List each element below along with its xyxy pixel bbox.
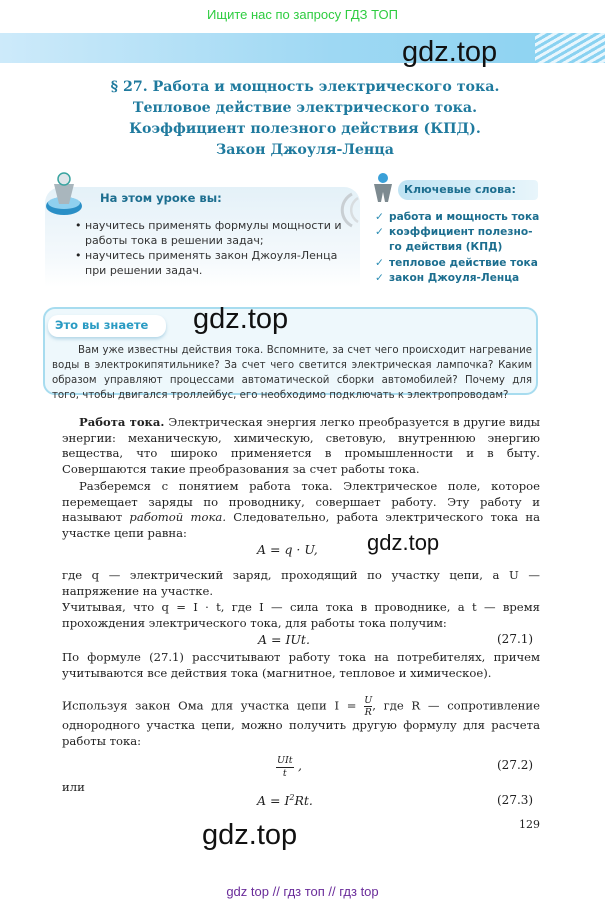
- paragraph-lead: Работа тока.: [79, 415, 165, 429]
- prior-knowledge-heading: Это вы знаете: [48, 315, 166, 337]
- title-line: Закон Джоуля-Ленца: [216, 142, 394, 158]
- title-line: Тепловое действие электрического тока.: [132, 100, 478, 116]
- search-hint: Ищите нас по запросу ГДЗ ТОП: [207, 7, 398, 22]
- title-line: Коэффициент полезного действия (КПД).: [129, 121, 481, 137]
- formula: A = q · U,: [257, 542, 318, 557]
- watermark: gdz.top: [193, 303, 289, 335]
- banner-stripes: [535, 33, 605, 63]
- header-banner: [0, 33, 605, 63]
- paragraph: Учитывая, что q = I · t, где I — сила тока в проводнике, а t — время прохождения электрического тока, для работы тока получим:: [62, 600, 540, 630]
- fraction: $\frac{U}{R}$: [364, 695, 373, 718]
- watermark: gdz.top: [367, 530, 440, 555]
- check-icon: ✓: [375, 271, 384, 284]
- list-item: • научитесь применять закон Джоуля-Ленца при решении задач.: [75, 248, 358, 278]
- keyword-item: ✓ тепловое действие тока: [375, 256, 539, 271]
- formula-fraction: UIt t: [277, 755, 293, 779]
- lesson-objectives-list: [75, 218, 358, 278]
- paragraph: где q — электрический заряд, проходящий по участку цепи, а U — напряжение на участке.: [62, 568, 540, 598]
- equation-number: (27.3): [497, 793, 534, 807]
- student-icon: [44, 170, 88, 220]
- watermark: gdz.top: [202, 819, 298, 851]
- term-italic: работой тока.: [129, 510, 226, 524]
- equation-number: (27.2): [497, 758, 534, 772]
- lesson-heading: На этом уроке вы:: [100, 191, 222, 205]
- prior-knowledge-text: Вам уже известны действия тока. Вспомните, за счет чего происходит нагревание воды в электрокипятильнике? За счет чего светится электрическая лампочка? Каким образом управляют процессами автоматической сборки автомобилей? Почему для того, чтобы двигался троллейбус, его необходимо подключать к электропроводам?: [52, 345, 532, 401]
- check-icon: ✓: [375, 256, 384, 269]
- watermark: gdz.top: [402, 36, 498, 68]
- formula: $A = I^2Rt$.: [257, 793, 313, 809]
- list-item: • научитесь применять формулы мощности и работы тока в решении задач;: [75, 218, 358, 248]
- keywords-list: [375, 210, 539, 286]
- equation-number: (27.1): [497, 632, 534, 646]
- paragraph: По формуле (27.1) рассчитывают работу тока на потребителях, причем учитываются все действия тока (магнитное, тепловое и химическое).: [62, 650, 540, 680]
- person-icon: [372, 172, 394, 204]
- keyword-item: ✓ коэффициент полезно- го действия (КПД): [375, 226, 533, 254]
- paragraph: Используя закон Ома для участка цепи I = $\frac{U}{R}$, где R — сопротивление однородного участка цепи, можно получить другую формулу для расчета работы тока:: [62, 695, 541, 748]
- paragraph: или: [62, 780, 85, 794]
- section-title: [40, 77, 570, 161]
- check-icon: ✓: [375, 211, 384, 223]
- keyword-item: ✓ работа и мощность тока: [375, 210, 539, 225]
- formula: A = IUt.: [258, 632, 310, 647]
- keyword-item: ✓ закон Джоуля-Ленца: [375, 271, 539, 286]
- paragraph: Разберемся с понятием работа тока. Электрическое поле, которое перемещает заряды по проводнику, совершает работу. Эту работу и называют работой тока. Следовательно, работа электрического тока на участке цепи равна:: [62, 479, 540, 540]
- footer-links: gdz top // гдз топ // гдз top: [226, 884, 379, 899]
- keywords-heading: Ключевые слова:: [398, 180, 538, 200]
- check-icon: ✓: [375, 226, 384, 239]
- title-line: § 27. Работа и мощность электрического тока.: [110, 79, 500, 95]
- paragraph: Работа тока. Электрическая энергия легко преобразуется в другие виды энергии: механическую, химическую, световую, внутреннюю энергию вещества, что широко применяется в промышленности и в быту. Совершаются такие преобразования за счет работы тока.: [62, 415, 540, 476]
- page-number: 129: [519, 818, 540, 831]
- formula-tail: ,: [298, 758, 302, 773]
